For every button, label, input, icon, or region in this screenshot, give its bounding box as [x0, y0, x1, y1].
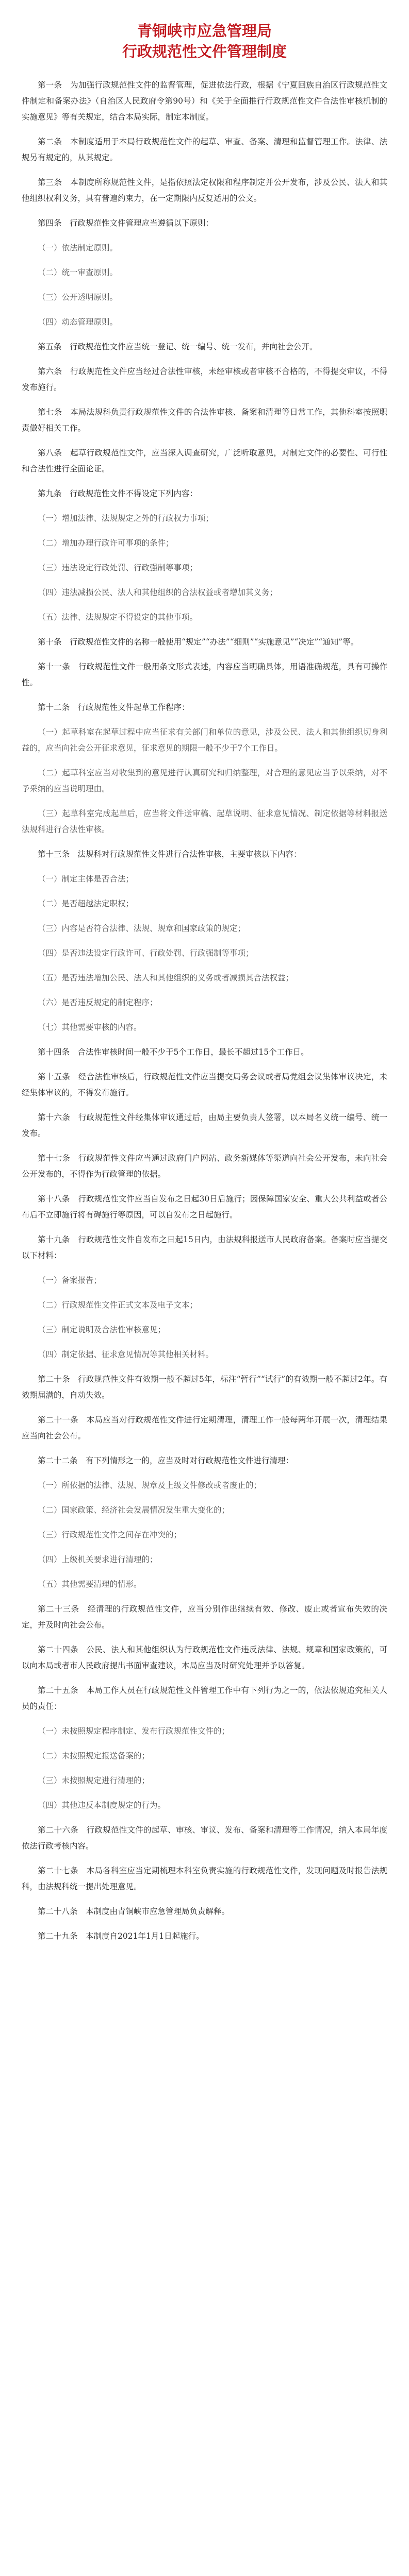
body-paragraph: 第八条 起草行政规范性文件，应当深入调查研究，广泛听取意见，对制定文件的必要性、可行性和合法性进行全面论证。 — [22, 448, 387, 473]
body-paragraph: （三）公开透明原则。 — [38, 293, 118, 302]
body-paragraph: （一）增加法律、法规规定之外的行政权力事项； — [38, 514, 214, 523]
body-paragraph: 第十三条 法规科对行政规范性文件进行合法性审核，主要审核以下内容： — [38, 850, 302, 859]
body-paragraph: 第四条 行政规范性文件管理应当遵循以下原则： — [38, 218, 214, 228]
body-paragraph: 第二十五条 本局工作人员在行政规范性文件管理工作中有下列行为之一的，依法依规追究相关人员的责任： — [22, 1686, 387, 1711]
body-paragraph: 第二十二条 有下列情形之一的，应当及时对行政规范性文件进行清理： — [38, 1456, 294, 1465]
body-paragraph: （六）是否违反规定的制定程序； — [38, 998, 158, 1007]
body-paragraph: 第二十八条 本制度由青铜峡市应急管理局负责解释。 — [38, 1907, 230, 1916]
body-paragraph: （二）统一审查原则。 — [38, 268, 118, 277]
document-title-line-1: 青铜峡市应急管理局 — [137, 22, 272, 40]
body-paragraph: （一）起草科室在起草过程中应当征求有关部门和单位的意见，涉及公民、法人和其他组织切身利益的，应当向社会公开征求意见，征求意见的期限一般不少于7个工作日。 — [22, 727, 387, 753]
body-paragraph: （二）起草科室应当对收集到的意见进行认真研究和归纳整理，对合理的意见应当予以采纳，对不予采纳的应当说明理由。 — [22, 768, 387, 793]
body-paragraph: 第十四条 合法性审核时间一般不少于5个工作日，最长不超过15个工作日。 — [38, 1047, 309, 1057]
body-paragraph: （二）增加办理行政许可事项的条件； — [38, 538, 174, 548]
body-paragraph: 第十九条 行政规范性文件自发布之日起15日内，由法规科报送市人民政府备案。备案时应当提交以下材料： — [22, 1235, 387, 1260]
body-paragraph: 第十条 行政规范性文件的名称一般使用“规定”“办法”“细则”“实施意见”“决定”“通知”等。 — [38, 637, 359, 647]
body-paragraph: （四）违法减损公民、法人和其他组织的合法权益或者增加其义务； — [38, 588, 278, 597]
body-paragraph: 第二十七条 本局各科室应当定期梳理本科室负责实施的行政规范性文件，发现问题及时报告法规科，由法规科统一提出处理意见。 — [22, 1866, 387, 1891]
body-paragraph: （四）动态管理原则。 — [38, 317, 118, 327]
body-paragraph: （四）是否违法设定行政许可、行政处罚、行政强制等事项； — [38, 948, 254, 958]
body-paragraph: （五）法律、法规规定不得设定的其他事项。 — [38, 613, 198, 622]
body-paragraph: 第二十九条 本制度自2021年1月1日起施行。 — [38, 1931, 204, 1941]
body-paragraph: 第六条 行政规范性文件应当经过合法性审核，未经审核或者审核不合格的，不得提交审议，不得发布施行。 — [22, 367, 387, 392]
body-paragraph: （三）行政规范性文件之间存在冲突的； — [38, 1530, 182, 1539]
body-paragraph: （四）上级机关要求进行清理的； — [38, 1555, 158, 1564]
body-paragraph: （二）国家政策、经济社会发展情况发生重大变化的； — [38, 1505, 230, 1515]
body-paragraph: （三）起草科室完成起草后，应当将文件送审稿、起草说明、征求意见情况、制定依据等材料报送法规科进行合法性审核。 — [22, 809, 387, 834]
document-title-line-2: 行政规范性文件管理制度 — [122, 43, 287, 60]
body-paragraph: 第一条 为加强行政规范性文件的监督管理，促进依法行政，根据《宁夏回族自治区行政规范性文件制定和备案办法》（自治区人民政府令第90号）和《关于全面推行行政规范性文件合法性审核机制的实施意见》等有关规定，结合本局实际，制定本制度。 — [22, 80, 387, 122]
body-paragraph: 第十五条 经合法性审核后，行政规范性文件应当提交局务会议或者局党组会议集体审议决定，未经集体审议的，不得发布施行。 — [22, 1072, 387, 1097]
body-paragraph: （三）未按照规定进行清理的； — [38, 1776, 150, 1785]
body-paragraph: 第二条 本制度适用于本局行政规范性文件的起草、审查、备案、清理和监督管理工作。法律、法规另有规定的，从其规定。 — [22, 137, 387, 162]
body-paragraph: （三）内容是否符合法律、法规、规章和国家政策的规定； — [38, 924, 246, 933]
body-paragraph: 第五条 行政规范性文件应当统一登记、统一编号、统一发布，并向社会公开。 — [38, 342, 318, 351]
body-paragraph: （一）备案报告； — [38, 1276, 102, 1285]
body-paragraph: 第二十六条 行政规范性文件的起草、审核、审议、发布、备案和清理等工作情况，纳入本局年度依法行政考核内容。 — [22, 1825, 387, 1851]
body-paragraph: （七）其他需要审核的内容。 — [38, 1023, 142, 1032]
body-paragraph: （五）其他需要清理的情形。 — [38, 1580, 142, 1589]
body-paragraph: 第十六条 行政规范性文件经集体审议通过后，由局主要负责人签署，以本局名义统一编号、统一发布。 — [22, 1113, 387, 1138]
body-paragraph: （一）所依据的法律、法规、规章及上级文件修改或者废止的； — [38, 1481, 262, 1490]
body-paragraph: （四）其他违反本制度规定的行为。 — [38, 1801, 166, 1810]
body-paragraph: （二）行政规范性文件正式文本及电子文本； — [38, 1300, 198, 1310]
body-paragraph: 第三条 本制度所称规范性文件，是指依照法定权限和程序制定并公开发布，涉及公民、法人和其他组织权利义务，具有普遍约束力，在一定期限内反复适用的公文。 — [22, 178, 387, 203]
body-paragraph: （三）违法设定行政处罚、行政强制等事项； — [38, 563, 198, 572]
body-paragraph: （一）未按照规定程序制定、发布行政规范性文件的； — [38, 1726, 230, 1736]
body-paragraph: （二）未按照规定报送备案的； — [38, 1751, 150, 1760]
body-paragraph: （五）是否违法增加公民、法人和其他组织的义务或者减损其合法权益； — [38, 973, 294, 982]
body-paragraph: （一）制定主体是否合法； — [38, 874, 134, 884]
body-paragraph: （四）制定依据、征求意见情况等其他相关材料。 — [38, 1350, 214, 1359]
body-paragraph: （二）是否超越法定职权； — [38, 899, 134, 908]
body-paragraph: 第十七条 行政规范性文件应当通过政府门户网站、政务新媒体等渠道向社会公开发布，未向社会公开发布的，不得作为行政管理的依据。 — [22, 1154, 387, 1179]
body-paragraph: 第十二条 行政规范性文件起草工作程序： — [38, 703, 190, 712]
body-paragraph: 第二十一条 本局应当对行政规范性文件进行定期清理，清理工作一般每两年开展一次，清理结果应当向社会公布。 — [22, 1415, 387, 1440]
body-paragraph: （三）制定说明及合法性审核意见； — [38, 1325, 166, 1334]
body-paragraph: 第二十条 行政规范性文件有效期一般不超过5年，标注“暂行”“试行”的有效期一般不超过2年。有效期届满的，自动失效。 — [22, 1375, 387, 1400]
body-paragraph: 第二十四条 公民、法人和其他组织认为行政规范性文件违反法律、法规、规章和国家政策的，可以向本局或者市人民政府提出书面审查建议，本局应当及时研究处理并予以答复。 — [22, 1645, 387, 1670]
body-paragraph: （一）依法制定原则。 — [38, 243, 118, 252]
body-paragraph: 第七条 本局法规科负责行政规范性文件的合法性审核、备案和清理等日常工作，其他科室按照职责做好相关工作。 — [22, 408, 387, 433]
body-paragraph: 第十一条 行政规范性文件一般用条文形式表述，内容应当明确具体，用语准确规范，具有可操作性。 — [22, 662, 387, 687]
document-body — [22, 77, 387, 1953]
body-paragraph: 第二十三条 经清理的行政规范性文件，应当分别作出继续有效、修改、废止或者宣布失效的决定，并及时向社会公布。 — [22, 1604, 387, 1630]
body-paragraph: 第十八条 行政规范性文件应当自发布之日起30日后施行；因保障国家安全、重大公共利益或者公布后不立即施行将有碍施行等原因，可以自发布之日起施行。 — [22, 1194, 387, 1219]
body-paragraph: 第九条 行政规范性文件不得设定下列内容： — [38, 489, 198, 498]
